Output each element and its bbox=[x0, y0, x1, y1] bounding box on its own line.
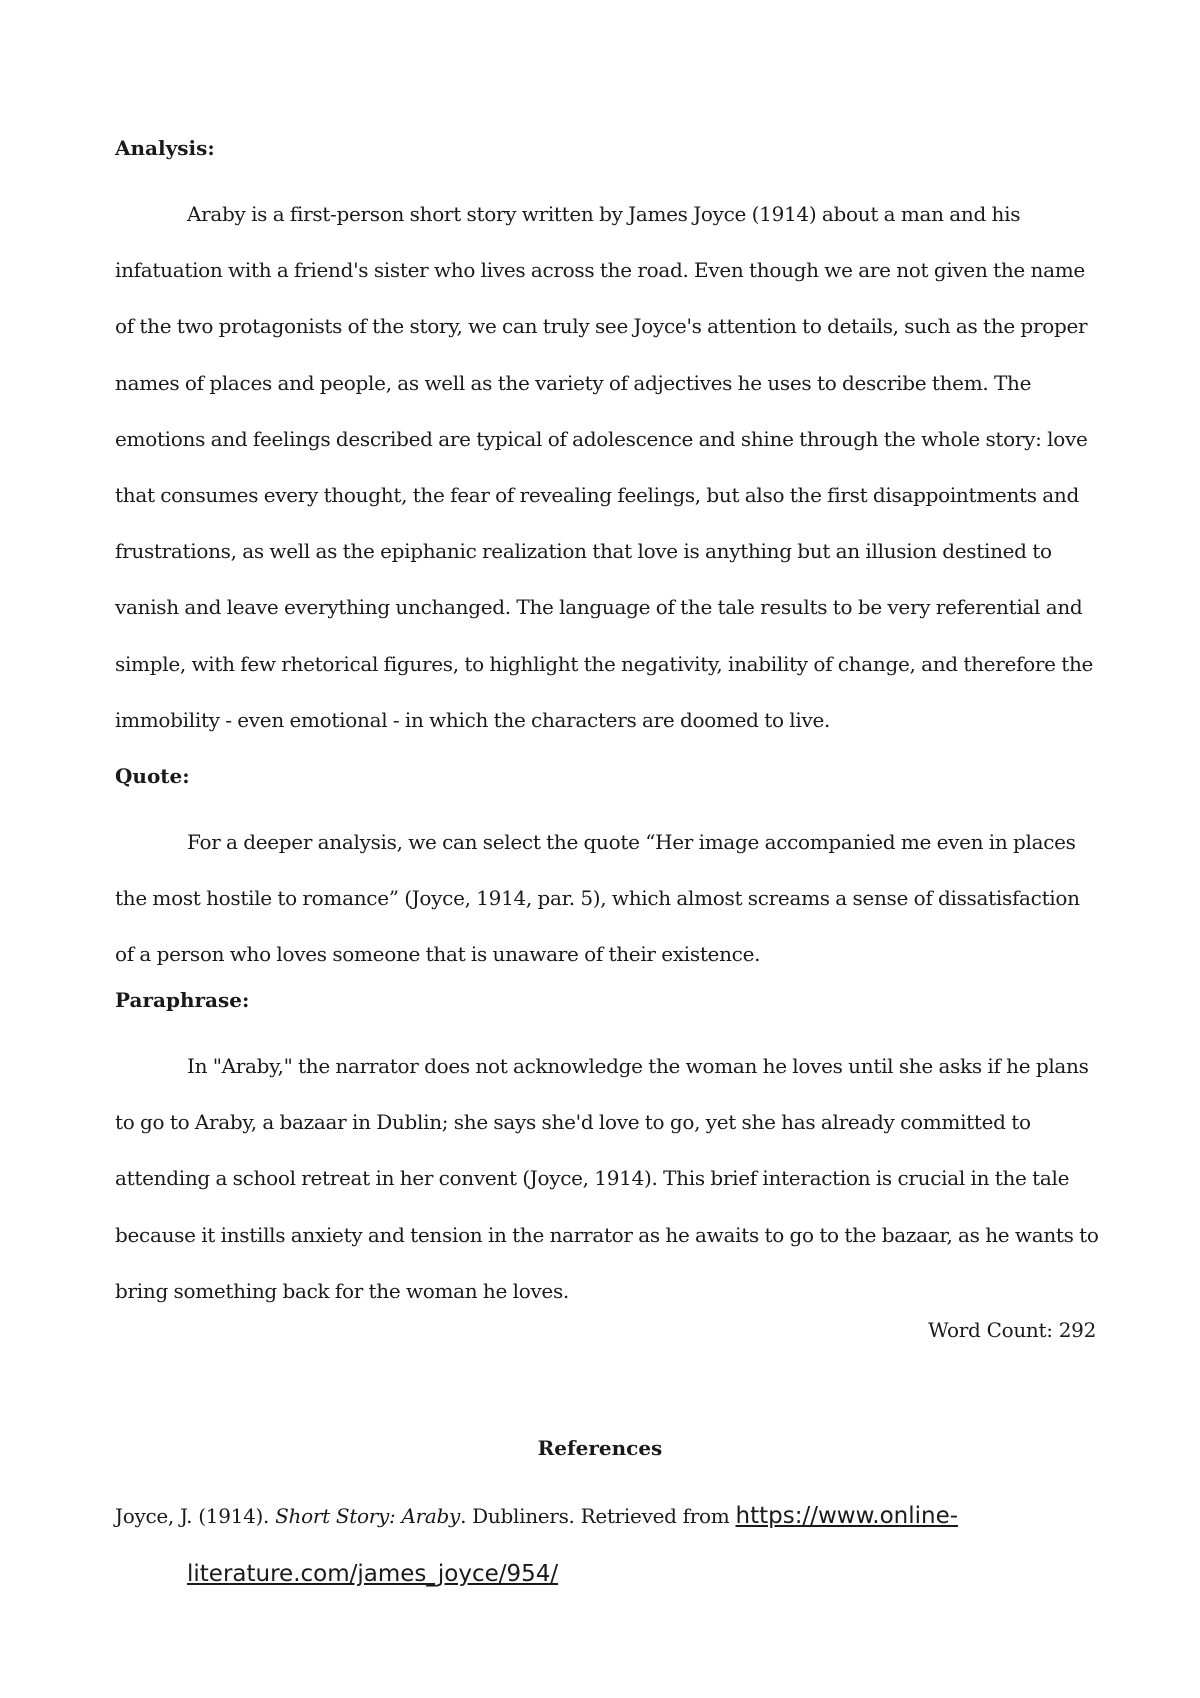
paraphrase-line: because it instills anxiety and tension in the narrator as he awaits to go to the bazaar, as he wants to bbox=[115, 1222, 1099, 1247]
analysis-line: vanish and leave everything unchanged. The language of the tale results to be very referential and bbox=[115, 595, 1083, 620]
reference-source: . Dubliners. Retrieved from bbox=[460, 1504, 736, 1528]
reference-entry bbox=[115, 1488, 1095, 1602]
quote-line: For a deeper analysis, we can select the quote “Her image accompanied me even in places bbox=[187, 830, 1076, 854]
quote-section bbox=[115, 764, 1095, 788]
paraphrase-heading: Paraphrase: bbox=[115, 988, 250, 1012]
quote-heading: Quote: bbox=[115, 764, 190, 788]
analysis-line: simple, with few rhetorical figures, to highlight the negativity, inability of change, and therefore the bbox=[115, 651, 1094, 676]
reference-author-year: Joyce, J. (1914). bbox=[115, 1504, 276, 1528]
paraphrase-line: to go to Araby, a bazaar in Dublin; she says she'd love to go, yet she has already committed to bbox=[115, 1110, 1031, 1135]
paraphrase-section bbox=[115, 988, 1095, 1012]
paraphrase-line: In "Araby," the narrator does not acknowledge the woman he loves until she asks if he plans bbox=[187, 1054, 1089, 1078]
analysis-line: infatuation with a friend's sister who lives across the road. Even though we are not given the name bbox=[115, 258, 1085, 283]
quote-paragraph bbox=[115, 814, 1095, 983]
reference-title: Short Story: Araby bbox=[275, 1504, 461, 1528]
paraphrase-paragraph bbox=[115, 1038, 1099, 1319]
analysis-heading: Analysis: bbox=[115, 136, 215, 160]
analysis-line: Araby is a first-person short story written by James Joyce (1914) about a man and his bbox=[187, 202, 1021, 226]
analysis-line: that consumes every thought, the fear of revealing feelings, but also the first disappointments and bbox=[115, 483, 1079, 508]
word-count: Word Count: 292 bbox=[928, 1318, 1096, 1342]
paraphrase-line: attending a school retreat in her convent (Joyce, 1914). This brief interaction is crucial in the tale bbox=[115, 1166, 1070, 1191]
quote-line: of a person who loves someone that is unaware of their existence. bbox=[115, 942, 761, 967]
analysis-line: frustrations, as well as the epiphanic realization that love is anything but an illusion destined to bbox=[115, 539, 1052, 564]
quote-line: the most hostile to romance” (Joyce, 1914, par. 5), which almost screams a sense of dissatisfaction bbox=[115, 886, 1080, 911]
reference-link-part2[interactable]: literature.com/james_joyce/954/ bbox=[187, 1561, 559, 1587]
analysis-paragraph bbox=[115, 186, 1095, 748]
analysis-section bbox=[115, 136, 1095, 160]
analysis-line: emotions and feelings described are typical of adolescence and shine through the whole story: love bbox=[115, 426, 1088, 451]
paraphrase-line: bring something back for the woman he loves. bbox=[115, 1278, 569, 1303]
reference-link-part1[interactable]: https://www.online- bbox=[735, 1503, 959, 1529]
analysis-line: of the two protagonists of the story, we can truly see Joyce's attention to details, such as the proper bbox=[115, 314, 1088, 339]
references-title: References bbox=[537, 1436, 663, 1460]
analysis-line: names of places and people, as well as the variety of adjectives he uses to describe them. The bbox=[115, 370, 1032, 395]
analysis-line: immobility - even emotional - in which the characters are doomed to live. bbox=[115, 707, 831, 732]
